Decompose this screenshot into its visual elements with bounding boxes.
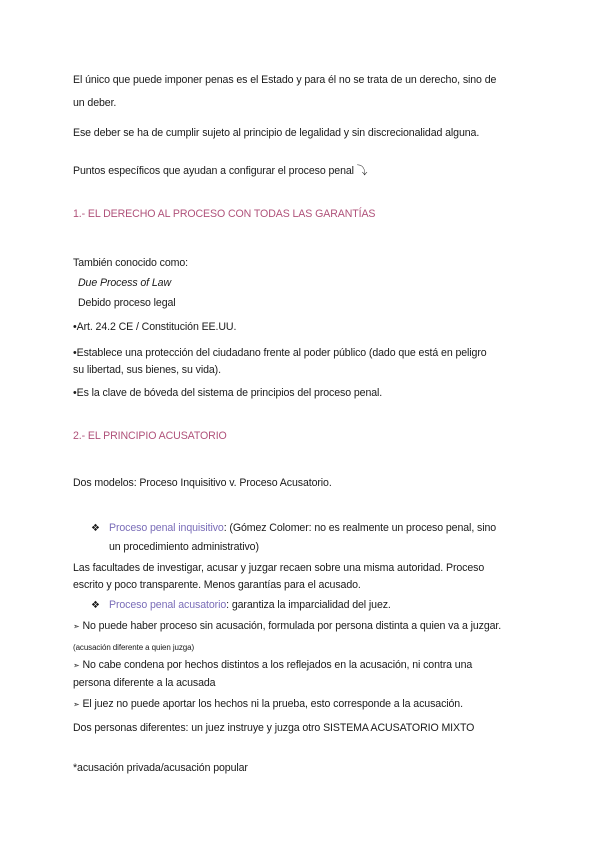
point1-note: (acusación diferente a quien juzga) bbox=[73, 643, 195, 652]
point3-text: El juez no puede aportar los hechos ni la prueba, esto corresponde a la acusación. bbox=[82, 698, 463, 710]
point-no-conviction-line1 bbox=[73, 659, 472, 672]
bullet-keystone: •Es la clave de bóveda del sistema de principios del proceso penal. bbox=[73, 387, 383, 399]
arrow-bullet-icon: ➣ bbox=[73, 700, 80, 709]
inquisitive-item-line1 bbox=[109, 522, 496, 535]
section1-heading: 1.- EL DERECHO AL PROCESO CON TODAS LAS GARANTÍAS bbox=[73, 208, 376, 220]
accusatory-label: Proceso penal acusatorio bbox=[109, 599, 227, 611]
inquisitive-label: Proceso penal inquisitivo bbox=[109, 522, 224, 534]
point2-text: No cabe condena por hechos distintos a los reflejados en la acusación, ni contra una bbox=[82, 659, 473, 671]
bullet-article: •Art. 24.2 CE / Constitución EE.UU. bbox=[73, 321, 237, 333]
accusatory-note: : garantiza la imparcialidad del juez. bbox=[226, 599, 391, 611]
paragraph-state-punishment-line2: un deber. bbox=[73, 97, 117, 109]
arrow-bullet-icon: ➣ bbox=[73, 622, 80, 631]
inquisitive-note: : (Gómez Colomer: no es realmente un proceso penal, sino bbox=[223, 522, 497, 534]
inquisitive-desc-line2: escrito y poco transparente. Menos garantías para el acusado. bbox=[73, 579, 361, 591]
diamond-bullet-icon: ❖ bbox=[91, 600, 100, 611]
inquisitive-desc-line1: Las facultades de investigar, acusar y juzgar recaen sobre una misma autoridad. Proceso bbox=[73, 562, 485, 574]
paragraph-specific-points: Puntos específicos que ayudan a configurar el proceso penal ⤵ bbox=[73, 165, 368, 177]
inquisitive-item-line2: un procedimiento administrativo) bbox=[109, 541, 259, 553]
due-process-name: Due Process of Law bbox=[78, 277, 172, 289]
point-no-conviction-line2: persona diferente a la acusada bbox=[73, 677, 216, 689]
point-no-process-without-accusation bbox=[73, 620, 501, 633]
accusatory-item bbox=[109, 599, 391, 612]
two-persons-text: Dos personas diferentes: un juez instruye y juzga otro SISTEMA ACUSATORIO MIXTO bbox=[73, 722, 475, 734]
also-known-as-label: También conocido como: bbox=[73, 257, 188, 269]
arrow-bullet-icon: ➣ bbox=[73, 661, 80, 670]
bullet-protection-line2: su libertad, sus bienes, su vida). bbox=[73, 364, 221, 376]
diamond-bullet-icon: ❖ bbox=[91, 523, 100, 534]
paragraph-state-punishment-line1: El único que puede imponer penas es el Estado y para él no se trata de un derecho, sino de bbox=[73, 74, 497, 86]
point1-text: No puede haber proceso sin acusación, formulada por persona distinta a quien va a juzgar. bbox=[82, 620, 502, 632]
bullet-protection-line1: •Establece una protección del ciudadano frente al poder público (dado que está en peligro bbox=[73, 347, 487, 359]
footnote-accusation: *acusación privada/acusación popular bbox=[73, 762, 248, 774]
two-models-text: Dos modelos: Proceso Inquisitivo v. Proceso Acusatorio. bbox=[73, 477, 332, 489]
point-judge-no-facts bbox=[73, 698, 463, 711]
debido-proceso-name: Debido proceso legal bbox=[78, 297, 176, 309]
section2-heading: 2.- EL PRINCIPIO ACUSATORIO bbox=[73, 430, 227, 442]
paragraph-duty-legality: Ese deber se ha de cumplir sujeto al principio de legalidad y sin discrecionalidad alguna. bbox=[73, 127, 480, 139]
